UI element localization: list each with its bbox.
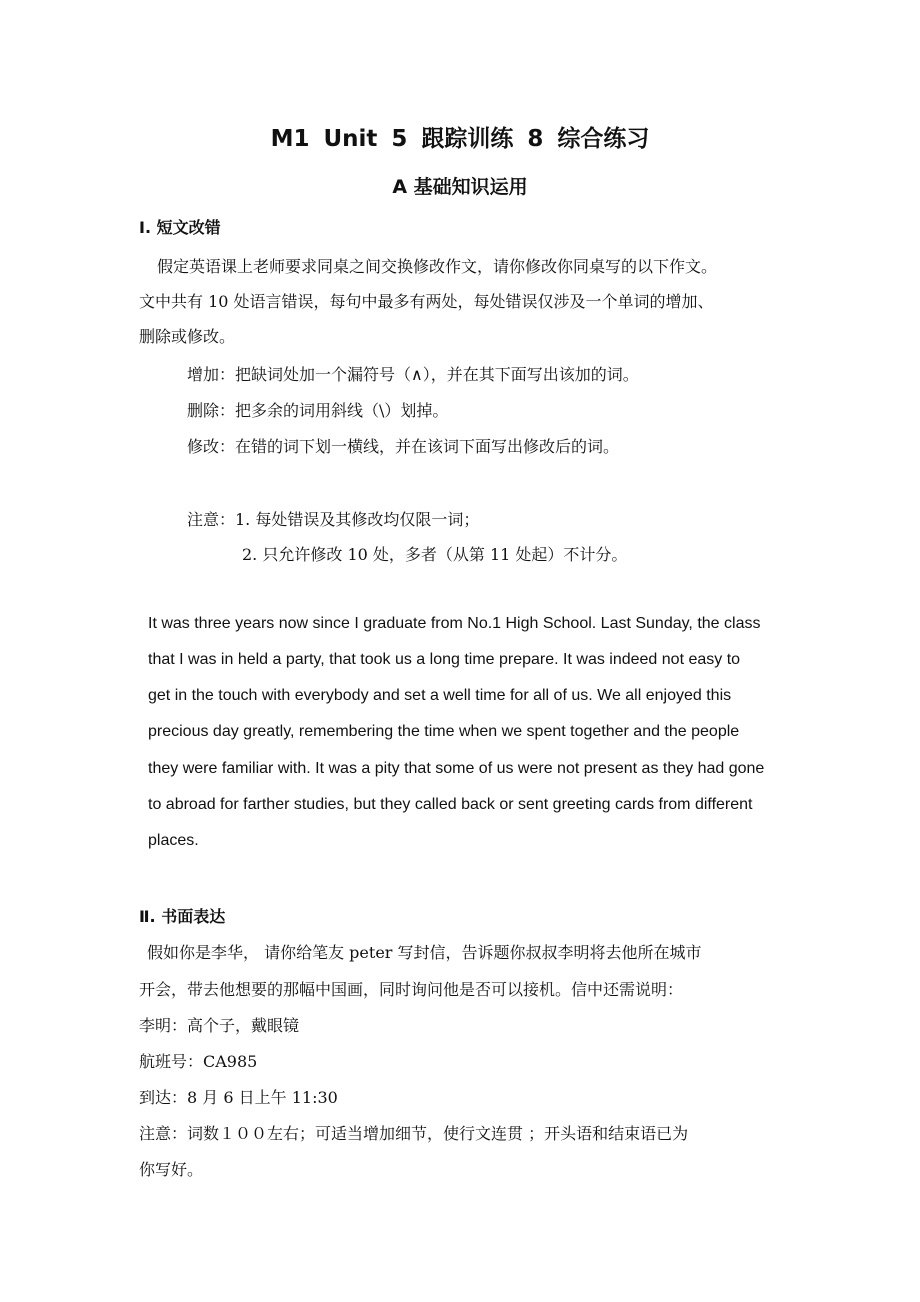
section-heading-writing: Ⅱ. 书面表达 bbox=[139, 907, 226, 926]
passage-line: get in the touch with everybody and set a well time for all of us. We all enjoyed this bbox=[148, 687, 732, 704]
writing-line: 注意：词数１００左右；可适当增加细节，使行文连贯 ；开头语和结束语已为 bbox=[139, 1124, 689, 1143]
writing-line: 开会，带去他想要的那幅中国画，同时询问他是否可以接机。信中还需说明： bbox=[139, 980, 684, 999]
page-subtitle: A 基础知识运用 bbox=[392, 176, 528, 198]
passage-line: they were familiar with. It was a pity that some of us were not present as they had gone bbox=[148, 760, 765, 777]
writing-line: 到达：8 月 6 日上午 11:30 bbox=[139, 1088, 338, 1107]
passage-line: precious day greatly, remembering the time when we spent together and the people bbox=[148, 723, 740, 740]
passage-line: places. bbox=[148, 832, 199, 849]
intro-line: 假定英语课上老师要求同桌之间交换修改作文，请你修改你同桌写的以下作文。 bbox=[157, 257, 718, 276]
section-heading-error-correction: I. 短文改错 bbox=[139, 218, 221, 237]
rule-delete: 删除：把多余的词用斜线（\）划掉。 bbox=[187, 401, 449, 420]
page-title: M1 Unit 5 跟踪训练 8 综合练习 bbox=[270, 126, 650, 152]
writing-line: 假如你是李华， 请你给笔友 peter 写封信，告诉题你叔叔李明将去他所在城市 bbox=[147, 943, 702, 962]
rule-add: 增加：把缺词处加一个漏符号（∧），并在其下面写出该加的词。 bbox=[187, 365, 639, 384]
passage-line: to abroad for farther studies, but they called back or sent greeting cards from different bbox=[148, 796, 753, 813]
writing-line: 你写好。 bbox=[139, 1160, 204, 1179]
passage-line: that I was in held a party, that took us a long time prepare. It was indeed not easy to bbox=[148, 651, 741, 668]
passage-line: It was three years now since I graduate from No.1 High School. Last Sunday, the class bbox=[148, 615, 761, 632]
intro-line: 删除或修改。 bbox=[139, 327, 236, 346]
writing-line: 李明：高个子，戴眼镜 bbox=[139, 1016, 300, 1035]
note-line: 2. 只允许修改 10 处，多者（从第 11 处起）不计分。 bbox=[242, 545, 628, 564]
writing-line: 航班号：CA985 bbox=[139, 1052, 258, 1071]
note-line: 注意：1. 每处错误及其修改均仅限一词； bbox=[187, 510, 480, 529]
rule-modify: 修改：在错的词下划一横线，并在该词下面写出修改后的词。 bbox=[187, 437, 620, 456]
intro-line: 文中共有 10 处语言错误，每句中最多有两处，每处错误仅涉及一个单词的增加、 bbox=[139, 292, 714, 311]
